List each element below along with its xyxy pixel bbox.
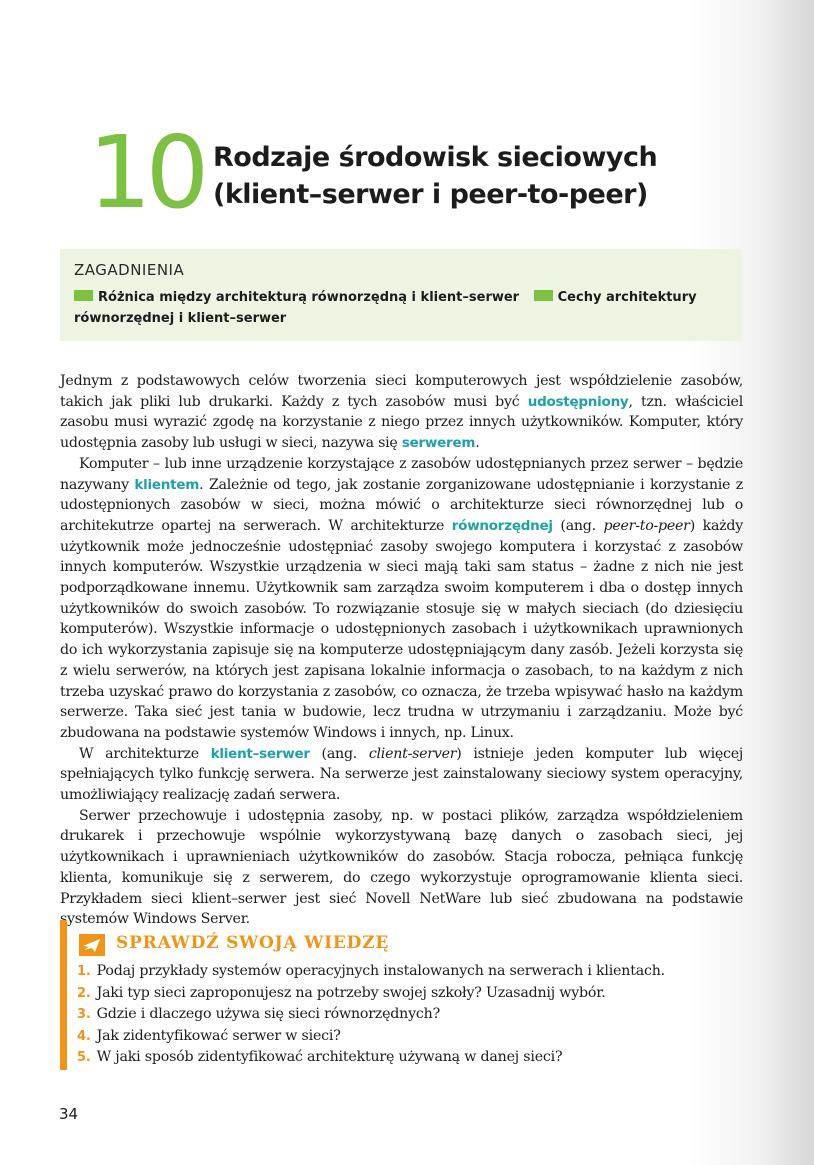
paragraph-4: Serwer przechowuje i udostępnia zasoby, np. w postaci plików, zarządza współdzieleniem drukarek i przechowuje wspólnie wykorzystywaną bazę danych o zasobach sieci, jej użytkownikach i uprawnieniach użytkowników do zasobów. Stacja robocza, pełniąca funkcję klienta, komunikuje się z serwerem, do czego wykorzystuje oprogramowanie klienta sieci. Przykładem sieci klient–serwer jest sieć Novell NetWare lub sieć zbudowana na podstawie systemów Windows Server. (60, 807, 743, 928)
term-klientem: klientem (134, 476, 200, 493)
paragraph-1: Jednym z podstawowych celów tworzenia sieci komputerowych jest współdzielenie zasobów, takich jak pliki lub drukarki. Każdy z tych zasobów musi być udostępniony, tzn. właściciel zasobu musi wyrazić zgodę na korzystanie z niego przez innych użytkowników. Komputer, który udostępnia zasoby lub usługi w sieci, nazywa się serwerem. (60, 373, 743, 452)
term-udostepniony: udostępniony (527, 393, 629, 410)
term-serwerem: serwerem (401, 435, 476, 452)
topics-box (60, 249, 742, 341)
quiz-question: 2. Jaki typ sieci zaproponujesz na potrzeby swojej szkoły? Uzasadnij wybór. (77, 984, 606, 1001)
paper-plane-icon (77, 932, 107, 958)
green-square-icon (74, 290, 93, 301)
topics-heading: ZAGADNIENIA (74, 261, 185, 279)
page-number: 34 (59, 1105, 79, 1123)
quiz-question: 3. Gdzie i dlaczego używa się sieci równorzędnych? (77, 1006, 440, 1022)
paragraph-2: Komputer – lub inne urządzenie korzystające z zasobów udostępnianych przez serwer – będzie nazywany klientem. Zależnie od tego, jak zostanie zorganizowane udostępnianie i korzystanie z udostępnionych zasobów w sieci, można mówić o architekturze sieci równorzędnej lub o architekutrze opartej na serwerach. W architekturze równorzędnej (ang. peer-to-peer) każdy użytkownik może jednocześnie udostępniać zasoby swojego komputera i korzystać z zasobów innych komputerów. Wszystkie urządzenia w sieci mają taki sam status – żadne z nich nie jest podporządkowane innemu. Użytkownik sam zarządza swoim komputerem i dba o dostęp innych użytkowników do swoich zasobów. To rozwiązanie stosuje się w małych sieciach (do dziesięciu komputerów). Wszystkie informacje o udostępnionych zasobach i użytkownikach uprawnionych do ich wykorzystania zapisuje się na komputerze udostępniającym dany zasób. Jeżeli korzysta się z wielu serwerów, na których jest zapisana lokalnie informacja o zasobach, to na każdym z nich trzeba uzyskać prawo do korzystania z zasobów, co oznacza, że trzeba wpisywać hasło na każdym serwerze. Taka sieć jest tania w budowie, lecz trudna w utrzymaniu i zarządzaniu. Może być zbudowana na podstawie systemów Windows i innych, np. Linux. (60, 455, 743, 741)
green-square-icon (534, 290, 553, 301)
chapter-number: 10 (88, 114, 204, 231)
term-klient-serwer: klient–serwer (210, 745, 310, 762)
body-text (60, 371, 743, 930)
topic-item-2: Cechy architektury równorzędnej i klient–serwer (74, 290, 697, 326)
chapter-title (213, 139, 657, 213)
topics-list (74, 287, 728, 329)
term-rownorzednej: równorzędnej (451, 517, 553, 534)
term-client-server: client-server (368, 745, 457, 762)
topic-item-1: Różnica między architekturą równorzędną i klient–serwer (98, 290, 520, 305)
quiz-title: SPRAWDŹ SWOJĄ WIEDZĘ (116, 933, 390, 953)
quiz-questions (77, 961, 665, 1069)
chapter-title-line-1: Rodzaje środowisk sieciowych (213, 142, 658, 173)
chapter-title-line-2: (klient–serwer i peer-to-peer) (213, 179, 648, 210)
quiz-box (60, 920, 743, 1070)
quiz-question: 5. W jaki sposób zidentyfikować architekturę używaną w danej sieci? (77, 1049, 563, 1065)
paragraph-3: W architekturze klient–serwer (ang. client-server) istnieje jeden komputer lub więcej spełniających tylko funkcję serwera. Na serwerze jest zainstalowany sieciowy system operacyjny, umożliwiający realizację zadań serwera. (60, 745, 743, 804)
quiz-question: 1. Podaj przykłady systemów operacyjnych instalowanych na serwerach i klientach. (77, 963, 665, 979)
term-peer-to-peer: peer-to-peer (603, 517, 690, 534)
quiz-question: 4. Jak zidentyfikować serwer w sieci? (77, 1027, 341, 1044)
